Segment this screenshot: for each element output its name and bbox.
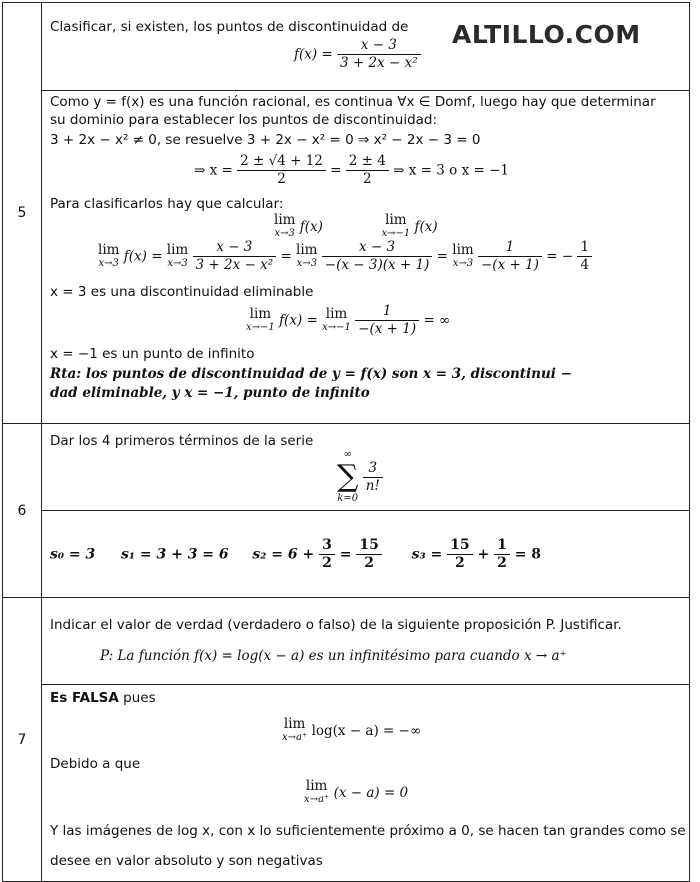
ex5-line3: 3 + 2x − x² ≠ 0, se resuelve 3 + 2x − x² = 0 ⇒ x² − 2x − 3 = 0: [50, 132, 481, 148]
ex6-answer-cell: [42, 511, 690, 598]
ex7-debido-text: Debido a que: [50, 756, 141, 772]
ex5-answer-line1: Rta: los puntos de discontinuidad de y = f(x) son x = 3, discontinui −: [50, 366, 572, 382]
ex6-question-text: Dar los 4 primeros términos de la serie: [50, 433, 314, 449]
ex5-solution-formula: ⇒ x = $\frac{2 \pm √4 + 12}{2}$ = $\frac{2 \pm 4}{2}$ ⇒ x = 3 o x = −1: [194, 153, 509, 187]
ex7-limit-linear: lim x→a⁺ (x − a) = 0: [304, 778, 409, 805]
ex5-line2: su dominio para establecer los puntos de discontinuidad:: [50, 112, 438, 128]
exercise-number-5: 5: [3, 3, 42, 424]
ex5-question-cell: [42, 3, 690, 91]
ex5-answer-line2: dad eliminable, y x = −1, punto de infinito: [50, 385, 370, 401]
ex5-removable-text: x = 3 es una discontinuidad eliminable: [50, 284, 314, 300]
ex5-line1: Como y = f(x) es una función racional, es continua ∀x ∈ Domf, luego hay que determinar: [50, 94, 656, 110]
ex6-question-cell: [42, 424, 690, 511]
ex5-question-text: Clasificar, si existen, los puntos de discontinuidad de: [50, 19, 409, 35]
ex6-partial-sums: s₀ = 3 s₁ = 3 + 3 = 6 s₂ = 6 + $\frac{3}{2}$ = $\frac{15}{2}$ s₃ = $\frac{15}{2}$ + $\frac{1}{2}$ = 8: [50, 537, 542, 571]
ex5-answer-cell: [42, 91, 690, 424]
ex7-limit-log: lim x→a⁺ log(x − a) = −∞: [282, 716, 422, 743]
exercise-number-7: 7: [3, 598, 42, 882]
ex6-series-formula: ∞ ∑ k=0 $\frac{3}{n!}$: [337, 448, 383, 506]
ex5-classify-text: Para clasificarlos hay que calcular:: [50, 196, 284, 212]
ex7-question-text: Indicar el valor de verdad (verdadero o falso) de la siguiente proposición P. Justificar.: [50, 617, 622, 633]
ex7-final-text-2: desee en valor absoluto y son negativas: [50, 853, 323, 869]
ex7-answer-intro: Es FALSA pues: [50, 690, 156, 706]
ex7-proposition: P: La función f(x) = log(x − a) es un infinitésimo para cuando x → a⁺: [100, 648, 567, 664]
ex5-limits-to-compute: lim x→3 f(x) lim x→−1 f(x): [274, 212, 438, 239]
ex7-final-text-1: Y las imágenes de log x, con x lo suficientemente próximo a 0, se hacen tan grandes como se: [50, 823, 686, 839]
ex5-limit-xm1: lim x→−1 f(x) = lim x→−1 $\frac{1}{-(x + 1)}$ = ∞: [246, 303, 451, 337]
ex7-question-cell: [42, 598, 690, 685]
ex5-limit-x3: lim x→3 f(x) = lim x→3 $\frac{x - 3}{\text{3 + 2x − x²}}$ = lim x→3 $\frac{x - 3}{-(x - 3)(x + 1)}$ = lim x→3 $\frac{1}{-(x + 1)}$ = − $\frac{1}{4}$: [98, 239, 592, 274]
ex7-answer-cell: [42, 685, 690, 882]
altillo-logo: ALTILLO.COM: [452, 20, 641, 49]
ex5-infinite-text: x = −1 es un punto de infinito: [50, 346, 255, 362]
ex5-question-formula: f(x) = $\frac{x - 3}{\text{3 + 2x − x²}}$: [294, 37, 421, 72]
exercise-table: [2, 2, 690, 882]
exercise-number-6: 6: [3, 424, 42, 598]
